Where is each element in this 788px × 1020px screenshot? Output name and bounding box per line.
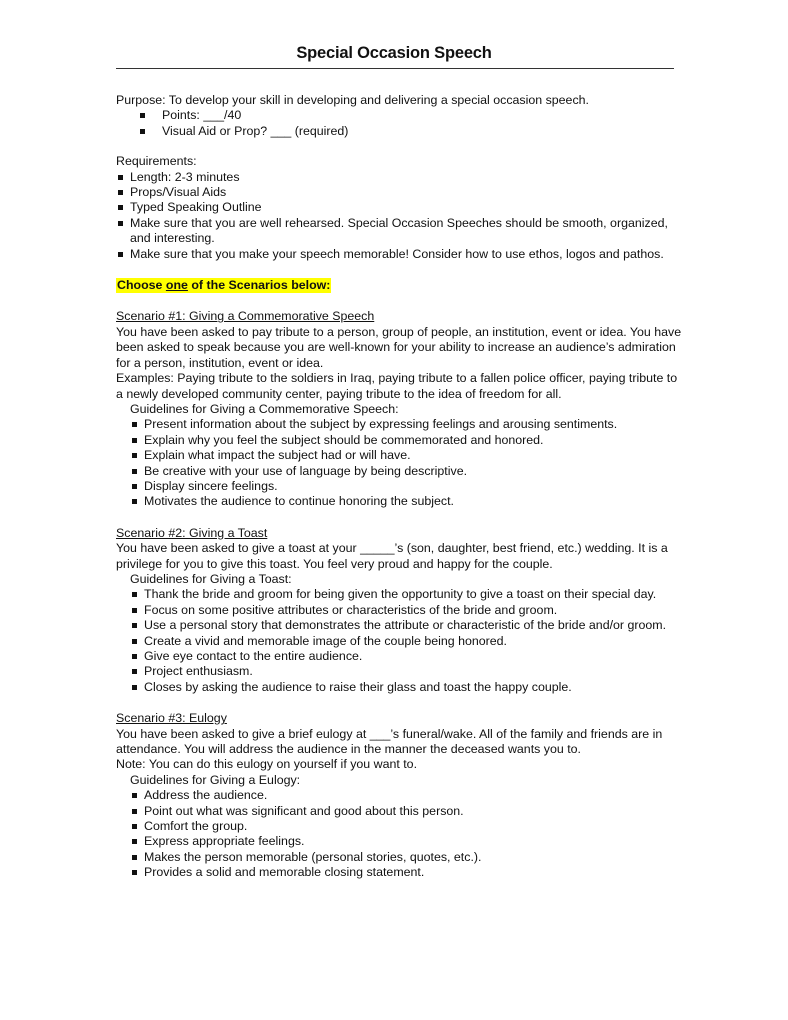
scenario1-examples: Examples: Paying tribute to the soldiers in Iraq, paying tribute to a fallen police officer, paying tribute to a newly developed community center, paying tribute to the idea of freedom for all. <box>116 371 678 401</box>
choose-pre: Choose <box>117 278 166 293</box>
purpose-line: Purpose: To develop your skill in developing and delivering a special occasion speech. <box>116 93 589 107</box>
guideline-item: Display sincere feelings. <box>116 479 686 494</box>
scenario3-heading: Scenario #3: Eulogy <box>116 711 227 726</box>
points-item: Points: ___/40 <box>116 108 686 123</box>
guideline-item: Closes by asking the audience to raise their glass and toast the happy couple. <box>116 680 686 695</box>
purpose-list <box>116 108 686 139</box>
scenario3-note: Note: You can do this eulogy on yourself if you want to. <box>116 757 418 772</box>
guideline-item: Explain what impact the subject had or will have. <box>116 448 686 463</box>
scenario2-guidelines-list <box>116 587 686 695</box>
guideline-item: Explain why you feel the subject should be commemorated and honored. <box>116 433 686 448</box>
requirements-list <box>116 170 686 262</box>
requirements-heading: Requirements: <box>116 154 197 169</box>
guideline-item: Create a vivid and memorable image of the couple being honored. <box>116 634 686 649</box>
guideline-item: Express appropriate feelings. <box>116 834 686 849</box>
scenario3-paragraph: You have been asked to give a brief eulogy at ___’s funeral/wake. All of the family and friends are in attendance. You will address the audience in the manner the deceased wants you to. <box>116 726 663 757</box>
guideline-item: Provides a solid and memorable closing statement. <box>116 865 686 880</box>
guideline-item: Be creative with your use of language by being descriptive. <box>116 464 686 479</box>
choose-post: of the Scenarios below: <box>187 278 331 293</box>
scenario1-paragraph: You have been asked to pay tribute to a person, group of people, an institution, event or idea. You have been asked to speak because you are well-known for your ability to increase an audience’s admiration for a person, institution, event or idea. <box>116 324 682 370</box>
scenario1-guidelines-heading: Guidelines for Giving a Commemorative Speech: <box>130 401 399 416</box>
choose-one: one <box>165 278 188 293</box>
guideline-item: Focus on some positive attributes or characteristics of the bride and groom. <box>116 603 686 618</box>
scenario1-heading: Scenario #1: Giving a Commemorative Speech <box>116 309 375 324</box>
visual-aid-item: Visual Aid or Prop? ___ (required) <box>116 124 686 139</box>
guideline-item: Comfort the group. <box>116 819 686 834</box>
requirement-item: Make sure that you make your speech memorable! Consider how to use ethos, logos and pathos. <box>116 247 686 262</box>
requirement-item: Props/Visual Aids <box>116 185 686 200</box>
scenario3-guidelines-heading: Guidelines for Giving a Eulogy: <box>130 772 301 787</box>
title-rule <box>116 68 674 69</box>
guideline-item: Project enthusiasm. <box>116 664 686 679</box>
guideline-item: Thank the bride and groom for being given the opportunity to give a toast on their special day. <box>116 587 686 602</box>
scenario3-guidelines-list <box>116 788 686 880</box>
requirement-item: Make sure that you are well rehearsed. Special Occasion Speeches should be smooth, organized, and interesting. <box>116 216 686 247</box>
guideline-item: Makes the person memorable (personal stories, quotes, etc.). <box>116 850 686 865</box>
guideline-item: Present information about the subject by expressing feelings and arousing sentiments. <box>116 417 686 432</box>
scenario1-guidelines-list <box>116 417 686 509</box>
requirement-item: Length: 2-3 minutes <box>116 170 686 185</box>
guideline-item: Give eye contact to the entire audience. <box>116 649 686 664</box>
scenario2-heading: Scenario #2: Giving a Toast <box>116 525 268 540</box>
choose-line <box>116 278 686 293</box>
guideline-item: Use a personal story that demonstrates the attribute or characteristic of the bride and/or groom. <box>116 618 686 633</box>
document-title: Special Occasion Speech <box>296 44 492 62</box>
scenario2-guidelines-heading: Guidelines for Giving a Toast: <box>130 571 292 586</box>
guideline-item: Point out what was significant and good about this person. <box>116 804 686 819</box>
scenario2-paragraph: You have been asked to give a toast at your _____’s (son, daughter, best friend, etc.) wedding. It is a privilege for you to give this toast. You feel very proud and happy for the couple. <box>116 541 668 571</box>
guideline-item: Address the audience. <box>116 788 686 803</box>
requirement-item: Typed Speaking Outline <box>116 200 686 215</box>
document-body <box>116 93 686 881</box>
choose-highlight <box>116 278 331 293</box>
guideline-item: Motivates the audience to continue honoring the subject. <box>116 494 686 509</box>
